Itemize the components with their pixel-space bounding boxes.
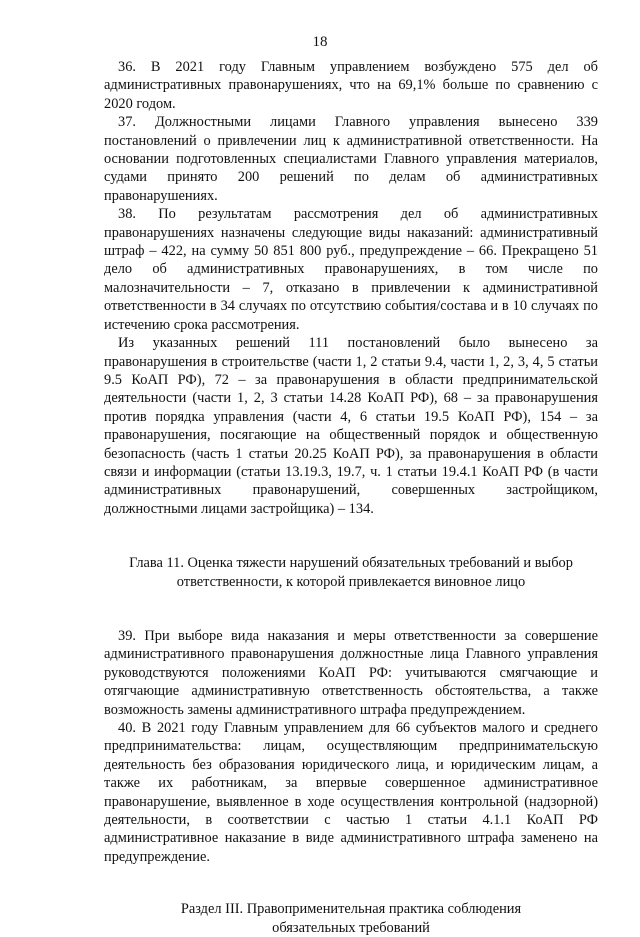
chapter-11-heading (104, 554, 598, 591)
paragraph-36: 36. В 2021 году Главным управлением возбуждено 575 дел об административных правонарушениях, что на 69,1% больше по сравнению с 2020 годом. (104, 59, 598, 112)
section-heading-line-1: Раздел III. Правоприменительная практика соблюдения (180, 901, 522, 918)
paragraph-38: 38. По результатам рассмотрения дел об административных правонарушениях назначены следующие виды наказаний: административный штраф – 422, на сумму 50 851 800 руб., предупреждение – 66. Прекращено 51 дело об административных правонарушениях, в том числе по малозначительности – 7, отказано в привлечении к административной ответственности в 34 случаях по отсутствию события/состава и в 10 случаях по истечению срока рассмотрения. (104, 206, 598, 333)
section-3-heading (104, 900, 598, 937)
paragraph-39: 39. При выборе вида наказания и меры ответственности за совершение административного правонарушения должностные лица Главного управления руководствуются положениями КоАП РФ: учитываются смягчающие и отягчающие административную ответственность обстоятельства, а также возможность замены административного штрафа предупреждением. (104, 627, 598, 718)
document-body (104, 58, 598, 937)
paragraph-37: 37. Должностными лицами Главного управления вынесено 339 постановлений о привлечении лиц к административной ответственности. На основании подготовленных специалистами Главного управления материалов, судами принято 200 решений по делам об административных правонарушениях. (104, 114, 598, 204)
page-number: 18 (312, 34, 328, 50)
paragraph-40: 40. В 2021 году Главным управлением для 66 субъектов малого и среднего предпринимательства: лицам, осуществляющим предпринимательскую деятельность без образования юридического лица, и юридическим лицам, а также их работникам, за впервые совершенное административное правонарушение, выявленное в ходе осуществления контрольной (надзорной) деятельности, в соответствии с частью 1 статьи 4.1.1 КоАП РФ административное наказание в виде административного штрафа заменено на предупреждение. (104, 720, 598, 865)
chapter-heading-line-1: Глава 11. Оценка тяжести нарушений обязательных требований и выбор (129, 555, 573, 572)
section-heading-line-2: обязательных требований (272, 919, 430, 936)
paragraph-decisions-breakdown: Из указанных решений 111 постановлений было вынесено за правонарушения в строительстве (части 1, 2 статьи 9.4, части 1, 2, 3, 4, 5 статьи 9.5 КоАП РФ), 72 – за правонарушения в области предпринимательской деятельности (части 1, 2, 3 статьи 14.28 КоАП РФ), 68 – за правонарушения против порядка управления (части 4, 6 статьи 19.5 КоАП РФ), 154 – за правонарушения, посягающие на общественный порядок и общественную безопасность (часть 1 статьи 20.25 КоАП РФ), за правонарушения в области связи и информации (статьи 13.19.3, 19.7, ч. 1 статьи 19.4.1 КоАП РФ (в части административных правонарушений, совершенных застройщиком, должностными лицами застройщика) – 134. (104, 335, 598, 517)
chapter-heading-line-2: ответственности, к которой привлекается виновное лицо (176, 573, 526, 590)
